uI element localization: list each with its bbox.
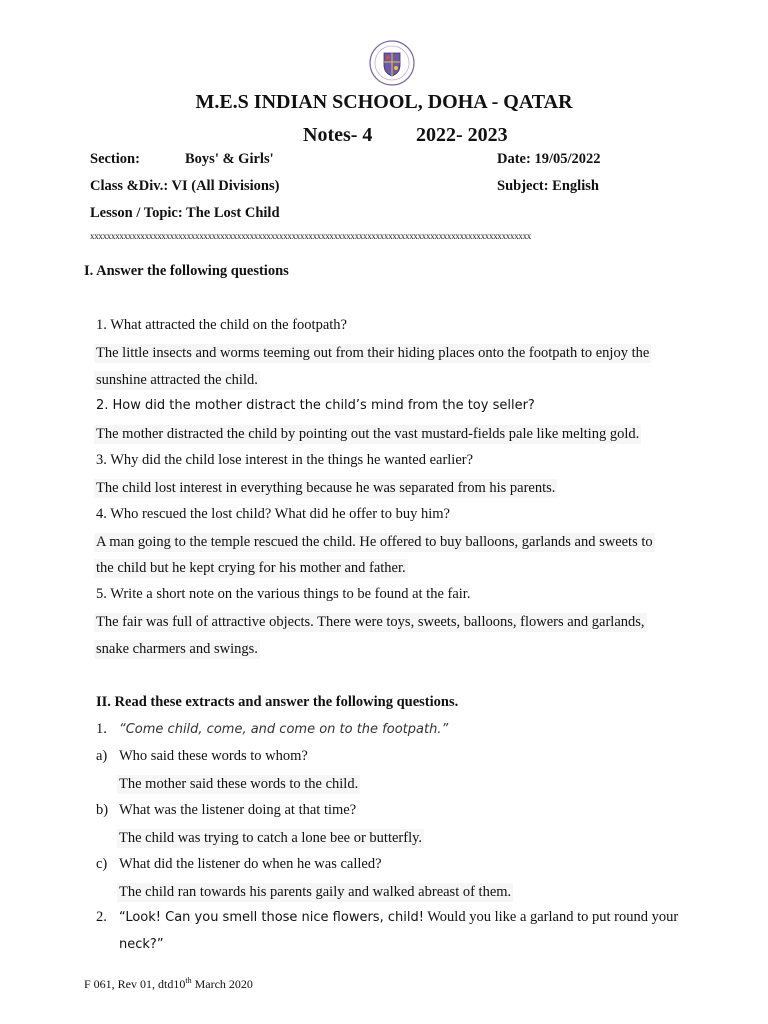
answer-5-line-1: The fair was full of attractive objects. There were toys, sweets, balloons, flowers and garlands, bbox=[96, 614, 645, 630]
question-a: Who said these words to whom? bbox=[119, 748, 308, 764]
extract-2-number: 2. bbox=[96, 909, 107, 925]
question-c-label: c) bbox=[96, 856, 108, 872]
answer-3: The child lost interest in everything because he was separated from his parents. bbox=[96, 480, 556, 496]
extract-2-line-2: neck?” bbox=[119, 937, 164, 952]
academic-year: 2022- 2023 bbox=[416, 124, 508, 146]
separator-line: xxxxxxxxxxxxxxxxxxxxxxxxxxxxxxxxxxxxxxxxxxxxxxxxxxxxxxxxxxxxxxxxxxxxxxxxxxxxxxxxxxxxxxxxxxxxxxxxxxxxxxxxx bbox=[90, 231, 532, 241]
question-a-label: a) bbox=[96, 748, 108, 764]
question-2: 2. How did the mother distract the child’s mind from the toy seller? bbox=[96, 398, 535, 413]
question-3: 3. Why did the child lose interest in the things he wanted earlier? bbox=[96, 452, 474, 468]
footer-pre: F 061, Rev 01, dtd10 bbox=[84, 977, 186, 991]
extract-2-line-1 bbox=[119, 909, 678, 926]
question-c: What did the listener do when he was called? bbox=[119, 856, 382, 872]
class-division: Class &Div.: VI (All Divisions) bbox=[90, 178, 280, 194]
footer-post: March 2020 bbox=[191, 977, 253, 991]
date: Date: 19/05/2022 bbox=[497, 151, 601, 167]
section-value: Boys' & Girls' bbox=[185, 151, 274, 167]
notes-number: Notes- 4 bbox=[303, 124, 373, 146]
footer-sup: th bbox=[185, 976, 192, 985]
answer-1-line-2: sunshine attracted the child. bbox=[96, 372, 258, 388]
section-2-heading: II. Read these extracts and answer the following questions. bbox=[96, 694, 459, 710]
answer-a: The mother said these words to the child. bbox=[119, 776, 359, 792]
question-b-label: b) bbox=[96, 802, 109, 818]
extract-1-quote: “Come child, come, and come on to the footpath.” bbox=[119, 722, 449, 737]
section-label: Section: bbox=[90, 151, 140, 167]
answer-c: The child ran towards his parents gaily and walked abreast of them. bbox=[119, 884, 512, 900]
answer-5-line-2: snake charmers and swings. bbox=[96, 641, 258, 657]
school-name: M.E.S INDIAN SCHOOL, DOHA - QATAR bbox=[195, 91, 573, 113]
answer-1-line-1: The little insects and worms teeming out from their hiding places onto the footpath to enjoy the bbox=[96, 345, 650, 361]
extract-2-part-2: Would you like a garland to put round your bbox=[423, 909, 679, 925]
question-1: 1. What attracted the child on the footpath? bbox=[96, 317, 347, 333]
answer-2: The mother distracted the child by pointing out the vast mustard-fields pale like melting gold. bbox=[96, 426, 640, 442]
form-reference bbox=[84, 976, 253, 992]
section-1-heading: I. Answer the following questions bbox=[84, 263, 289, 279]
lesson-topic: Lesson / Topic: The Lost Child bbox=[90, 205, 280, 221]
school-logo bbox=[369, 40, 415, 86]
answer-4-line-2: the child but he kept crying for his mother and father. bbox=[96, 560, 406, 576]
question-5: 5. Write a short note on the various things to be found at the fair. bbox=[96, 586, 471, 602]
extract-1-number: 1. bbox=[96, 721, 107, 737]
answer-4-line-1: A man going to the temple rescued the child. He offered to buy balloons, garlands and sweets to bbox=[96, 534, 653, 550]
extract-2-part-1: “Look! Can you smell those nice flowers, child! bbox=[119, 910, 424, 925]
subject: Subject: English bbox=[497, 178, 599, 194]
question-b: What was the listener doing at that time? bbox=[119, 802, 357, 818]
question-4: 4. Who rescued the lost child? What did he offer to buy him? bbox=[96, 506, 450, 522]
answer-b: The child was trying to catch a lone bee or butterfly. bbox=[119, 830, 423, 846]
